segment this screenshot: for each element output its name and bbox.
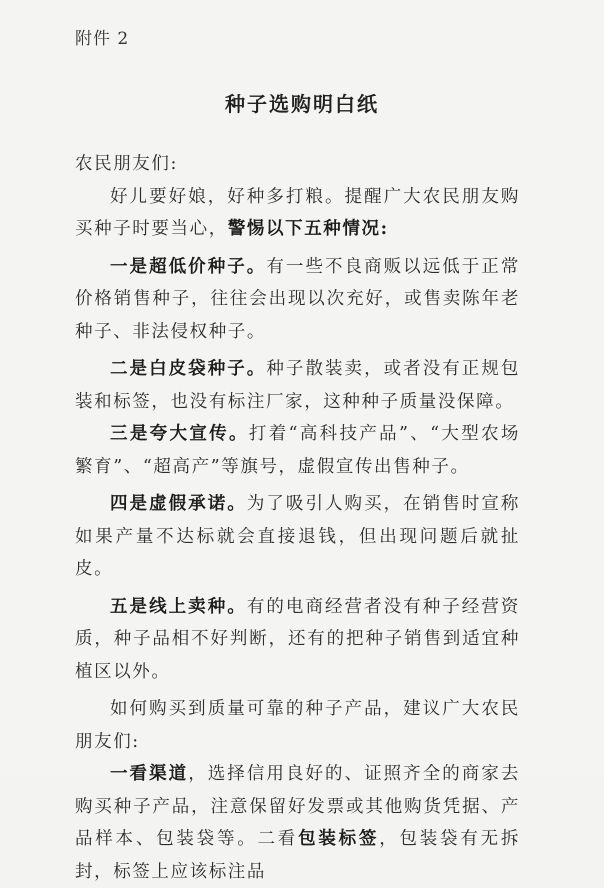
advice-intro: 如何购买到质量可靠的种子产品，建议广大农民朋友们: [75, 699, 520, 752]
salutation: 农民朋友们: [75, 154, 178, 174]
advice-text-1: ，选择信用良好的、证照齐全的商家去购买种子产品，注意保留好发票或其他购货凭据、产品样本、包装袋等。二看 [75, 764, 520, 849]
advice-paragraph [75, 758, 520, 888]
warning-item-2 [75, 353, 520, 418]
attachment-label: 附件 2 [75, 29, 130, 49]
intro-paragraph [75, 181, 520, 246]
intro-text: 好儿要好娘，好种多打粮。提醒广大农民朋友购买种子时要当心， [75, 186, 520, 239]
warning-item-3 [75, 418, 520, 483]
warning-heading: 五是线上卖种。 [110, 596, 247, 617]
advice-text-2: ，包装袋有无拆封，标签上应该标注品 [75, 829, 520, 882]
warning-text: 有的电商经营者没有种子经营资质，种子品相不好判断，还有的把种子销售到适宜种植区以外。 [75, 596, 520, 682]
warning-heading: 四是虚假承诺。 [110, 494, 247, 514]
warning-heading: 一是超低价种子。 [110, 256, 267, 277]
warning-text: 打着“高科技产品”、“大型农场繁育”、“超高产”等旗号，虚假宣传出售种子。 [75, 424, 521, 477]
warning-heading: 三是夸大宣传。 [110, 424, 249, 444]
warning-text: 有一些不良商贩以远低于正常价格销售种子，往往会出现以次充好，或售卖陈年老种子、非法侵权种子。 [75, 256, 520, 342]
advice-heading-2: 包装标签 [298, 829, 380, 849]
intro-emphasis: 警惕以下五种情况: [227, 219, 389, 239]
warning-text: 种子散装卖，或者没有正规包装和标签，也没有标注厂家，这种种子质量没保障。 [75, 359, 520, 412]
document-body [75, 148, 520, 888]
warning-item-4 [75, 488, 520, 586]
warning-item-5 [75, 591, 520, 689]
document-title: 种子选购明白纸 [225, 92, 379, 116]
warning-text: 为了吸引人购买，在销售时宣称如果产量不达标就会直接退钱，但出现问题后就扯皮。 [75, 494, 520, 579]
advice-heading-1: 一看渠道 [110, 764, 189, 784]
warning-heading: 二是白皮袋种子。 [110, 359, 267, 379]
warning-item-1 [75, 251, 520, 349]
